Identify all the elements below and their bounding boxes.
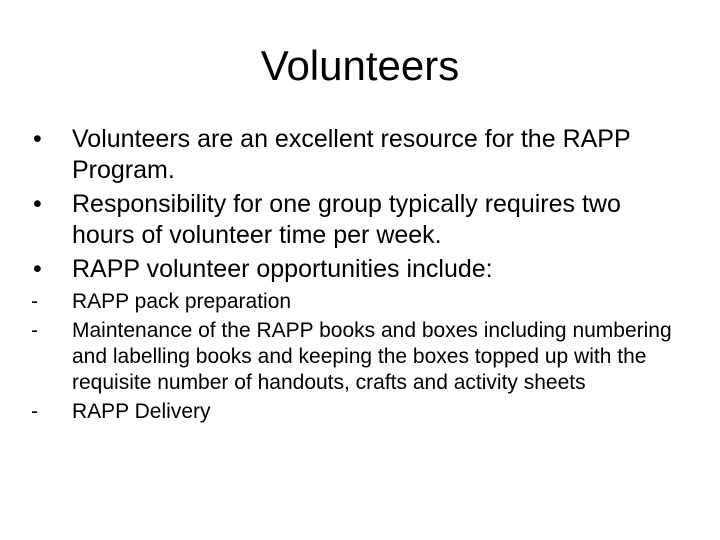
bullet-marker: • <box>33 255 42 283</box>
dash-text: RAPP pack preparation <box>72 290 292 313</box>
dash-list <box>30 289 690 425</box>
dash-item <box>30 318 690 396</box>
bullet-item <box>30 189 690 251</box>
slide-title: Volunteers <box>260 42 460 89</box>
dash-text: Maintenance of the RAPP books and boxes including numbering and labelling books and keeping the boxes topped up with the requisite number of handouts, crafts and activity sheets <box>72 319 672 394</box>
dash-item <box>30 289 690 315</box>
bullet-text: RAPP volunteer opportunities include: <box>72 255 493 283</box>
bullet-list <box>30 124 690 285</box>
bullet-item <box>30 124 690 186</box>
bullet-marker: • <box>33 190 42 218</box>
dash-marker: - <box>31 290 38 313</box>
dash-item <box>30 399 690 425</box>
dash-text: RAPP Delivery <box>72 400 211 423</box>
bullet-item <box>30 254 690 285</box>
slide-body <box>30 124 690 428</box>
dash-marker: - <box>31 400 38 423</box>
dash-marker: - <box>31 319 38 342</box>
bullet-text: Responsibility for one group typically requires two hours of volunteer time per week. <box>72 190 621 249</box>
bullet-text: Volunteers are an excellent resource for the RAPP Program. <box>72 125 631 184</box>
bullet-marker: • <box>33 125 42 153</box>
